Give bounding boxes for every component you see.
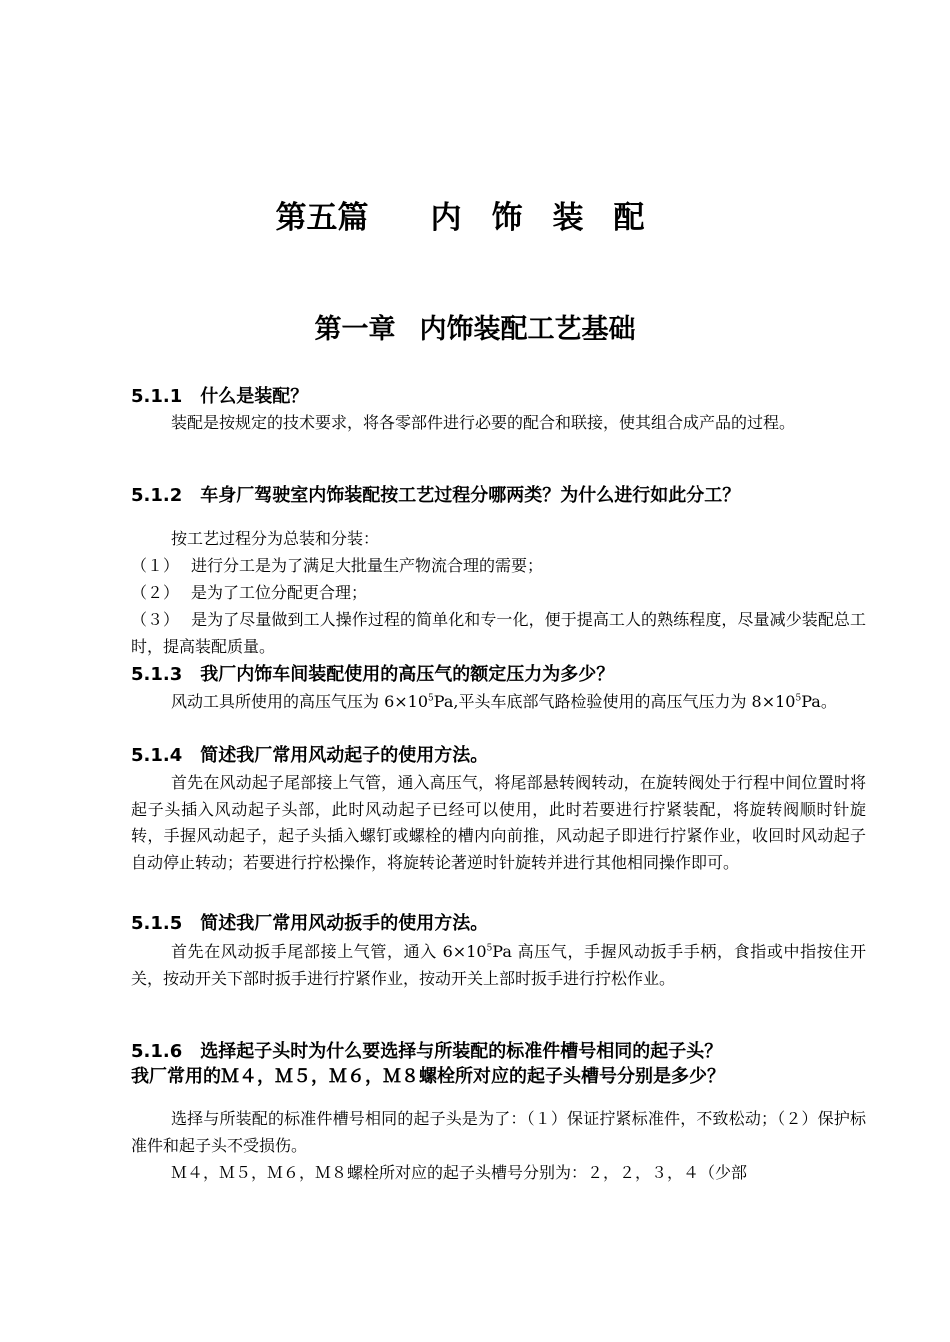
- paragraph-5-1-2-intro: 按工艺过程分为总装和分装：: [171, 529, 380, 548]
- list-item-3: （３） 是为了尽量做到工人操作过程的简单化和专一化，便于提高工人的熟练程度，尽量减少装配总工时，提高装配质量。: [131, 610, 866, 656]
- section-title: 我厂内饰车间装配使用的高压气的额定压力为多少？: [200, 664, 615, 685]
- paragraph-5-1-5: 首先在风动扳手尾部接上气管，通入 $6\times 10^5Pa$ 高压气，手握风动扳手手柄，食指或中指按住开关，按动开关下部时扳手进行拧紧作业，按动开关上部时扳手进行拧松作业。: [131, 942, 866, 988]
- section-number: 5.1.6: [131, 1041, 183, 1062]
- section-title: 什么是装配？: [200, 386, 309, 407]
- section-heading-5-1-2: [131, 483, 871, 509]
- section-heading-5-1-5: [131, 911, 871, 937]
- paragraph-5-1-3: 风动工具所使用的高压气压为 $6\times 10^5Pa$,平头车底部气路检验使用的高压气压力为 $8\times 10^5Pa$。: [171, 692, 837, 711]
- section-number: 5.1.2: [131, 485, 183, 506]
- paragraph-5-1-6-a: 选择与所装配的标准件槽号相同的起子头是为了：（１）保证拧紧标准件，不致松动；（２）保护标准件和起子头不受损伤。: [131, 1109, 866, 1155]
- section-heading-5-1-3: [131, 662, 871, 688]
- part-title: [0, 196, 950, 240]
- part-name: 内饰装配: [430, 200, 675, 236]
- list-item-2: （２） 是为了工位分配更合理；: [131, 583, 368, 602]
- section-heading-5-1-6: [131, 1039, 871, 1065]
- section-number: 5.1.4: [131, 745, 183, 766]
- chapter-title: [0, 311, 950, 349]
- section-heading-5-1-4: [131, 743, 871, 769]
- section-title-line-1: 选择起子头时为什么要选择与所装配的标准件槽号相同的起子头？: [200, 1041, 723, 1062]
- paragraph-5-1-1: 装配是按规定的技术要求，将各零部件进行必要的配合和联接，使其组合成产品的过程。: [171, 413, 796, 432]
- section-number: 5.1.5: [131, 913, 183, 934]
- chapter-name: 内饰装配工艺基础: [419, 314, 636, 345]
- section-heading-5-1-6-line-2: 我厂常用的Ｍ４，Ｍ５，Ｍ６，Ｍ８螺栓所对应的起子头槽号分别是多少？: [131, 1066, 725, 1087]
- section-number: 5.1.1: [131, 386, 183, 407]
- part-label: 第五篇: [275, 200, 369, 236]
- section-title: 车身厂驾驶室内饰装配按工艺过程分哪两类？为什么进行如此分工？: [200, 485, 741, 506]
- chapter-label: 第一章: [314, 314, 396, 345]
- section-number: 5.1.3: [131, 664, 183, 685]
- section-heading-5-1-1: [131, 384, 871, 410]
- paragraph-5-1-4: 首先在风动起子尾部接上气管，通入高压气，将尾部悬转阀转动，在旋转阀处于行程中间位置时将起子头插入风动起子头部，此时风动起子已经可以使用，此时若要进行拧紧装配，将旋转阀顺时针旋转，手握风动起子，起子头插入螺钉或螺栓的槽内向前推，风动起子即进行拧紧作业，收回时风动起子自动停止转动；若要进行拧松操作，将旋转论著逆时针旋转并进行其他相同操作即可。: [131, 773, 866, 872]
- paragraph-5-1-6-b: Ｍ４，Ｍ５，Ｍ６，Ｍ８螺栓所对应的起子头槽号分别为：２，２，３，４（少部: [171, 1163, 748, 1182]
- section-title: 简述我厂常用风动起子的使用方法。: [200, 745, 489, 766]
- list-item-1: （１） 进行分工是为了满足大批量生产物流合理的需要；: [131, 556, 544, 575]
- section-title: 简述我厂常用风动扳手的使用方法。: [200, 913, 489, 934]
